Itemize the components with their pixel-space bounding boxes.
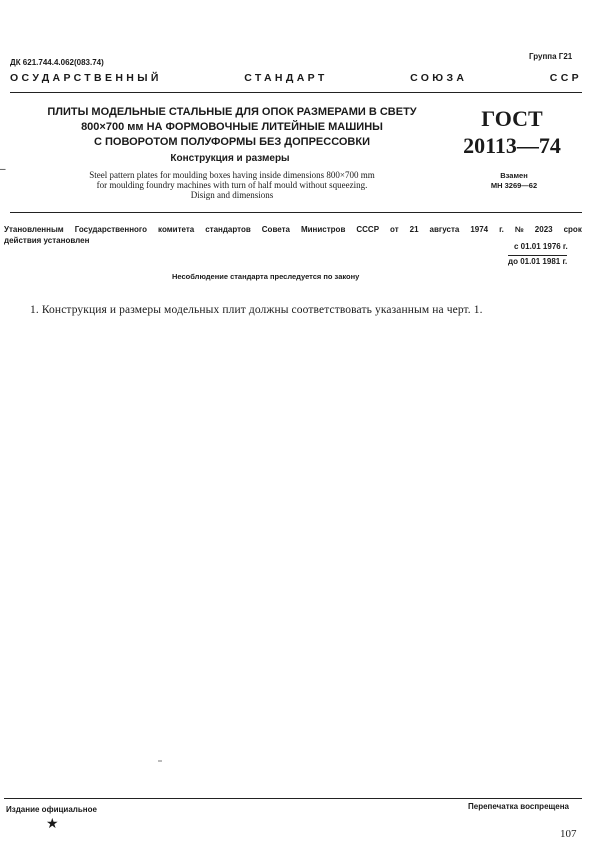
scan-speck [158, 760, 162, 762]
page-number: 107 [560, 828, 577, 840]
approval-word: Совета [261, 225, 290, 234]
approval-line-2: действия установлен [4, 236, 90, 245]
approval-word: августа [429, 225, 460, 234]
gost-number: 20113—74 [463, 133, 561, 158]
validity-from: с 01.01 1976 г. [514, 242, 568, 251]
validity-to: до 01.01 1981 г. [508, 257, 568, 266]
title-en-line-2: for moulding foundry machines with turn of half mould without squeezing. [96, 180, 368, 190]
state-word-1: ОСУДАРСТВЕННЫЙ [10, 72, 162, 84]
gost-label: ГОСТ [481, 106, 543, 131]
approval-word: СССР [356, 225, 380, 234]
title-english [22, 170, 442, 200]
approval-word: от [390, 225, 399, 234]
middle-divider [10, 212, 582, 213]
title-ru-line-3: С ПОВОРОТОМ ПОЛУФОРМЫ БЕЗ ДОПРЕССОВКИ [93, 136, 370, 148]
official-edition: Издание официальное [6, 805, 97, 814]
legal-notice: Несоблюдение стандарта преследуется по закону [172, 272, 360, 281]
approval-word: г. [499, 225, 504, 234]
star-icon: ★ [46, 815, 59, 831]
state-word-4: ССР [549, 72, 582, 84]
approval-word: стандартов [205, 225, 251, 234]
approval-word: срок [563, 225, 582, 234]
approval-word: Государственного [74, 225, 148, 234]
title-ru-line-2: 800×700 мм НА ФОРМОВОЧНЫЕ ЛИТЕЙНЫЕ МАШИНЫ [81, 121, 383, 133]
approval-line-1 [4, 225, 582, 234]
approval-word: 21 [409, 225, 419, 234]
approval-word: 1974 [470, 225, 489, 234]
approval-word: № [514, 225, 524, 234]
margin-mark: – [0, 164, 6, 175]
state-word-3: СОЮЗА [410, 72, 468, 84]
bottom-divider [4, 798, 582, 799]
clause-1: 1. Конструкция и размеры модельных плит должны соответствовать указанным на черт. 1. [30, 304, 483, 316]
group-code: Группа Г21 [529, 52, 573, 61]
replaces-label: Взамен [500, 171, 528, 180]
approval-word: Утановленным [4, 225, 64, 234]
approval-word: комитета [158, 225, 195, 234]
state-word-2: СТАНДАРТ [244, 72, 328, 84]
replaces-value: МН 3269—62 [490, 181, 538, 190]
title-russian [22, 105, 442, 150]
reprint-prohibited: Перепечатка воспрещена [468, 802, 569, 811]
subtitle-russian: Конструкция и размеры [170, 153, 290, 164]
title-ru-line-1: ПЛИТЫ МОДЕЛЬНЫЕ СТАЛЬНЫЕ ДЛЯ ОПОК РАЗМЕРАМИ В СВЕТУ [47, 106, 417, 118]
title-en-line-1: Steel pattern plates for moulding boxes having inside dimensions 800×700 mm [89, 170, 375, 180]
title-en-line-3: Disign and dimensions [190, 190, 274, 200]
approval-word: Министров [300, 225, 346, 234]
top-divider [10, 92, 582, 93]
udk-code: ДК 621.744.4.062(083.74) [10, 58, 104, 67]
approval-word: 2023 [534, 225, 553, 234]
state-standard-heading [10, 72, 582, 84]
